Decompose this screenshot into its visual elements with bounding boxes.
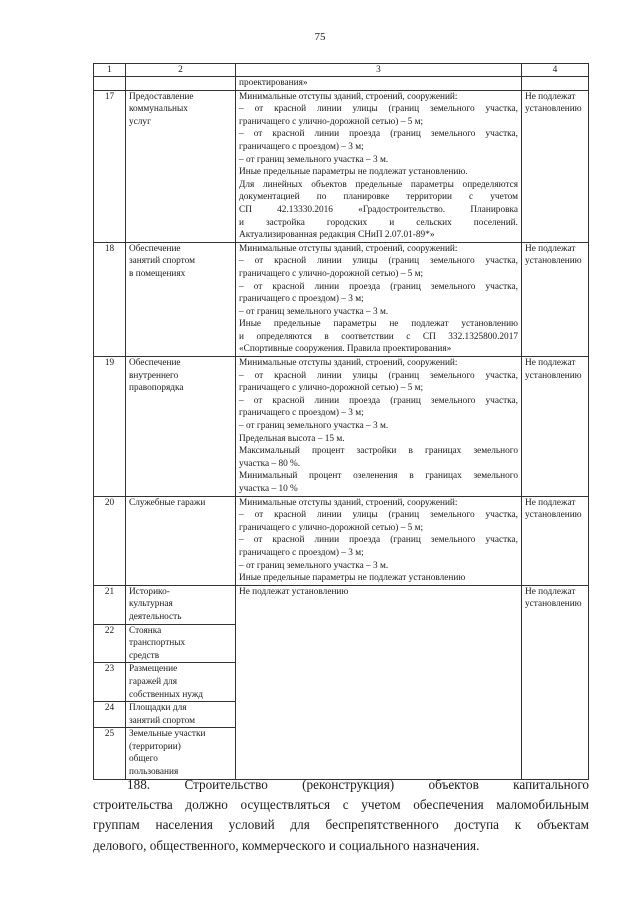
parameter-line: граничащего с улично-дорожной сетью) – 5 м; — [239, 268, 424, 279]
parameter-line: – от границ земельного участка – 3 м. — [239, 154, 389, 165]
header-cell: 2 — [126, 64, 236, 77]
header-cell: 1 — [94, 64, 126, 77]
land-use-name — [126, 702, 236, 728]
regulations-table — [93, 63, 589, 780]
parameter-line: Минимальные отступы зданий, строений, сооружений: — [239, 497, 458, 508]
parameter-line: Минимальные отступы зданий, строений, сооружений: — [239, 358, 458, 369]
name-line: занятий спортом — [129, 715, 195, 726]
parameters-cell — [236, 90, 522, 242]
parameter-line: – от красной линии улицы (границ земельного участка, — [239, 370, 518, 381]
parameter-line: участка – 10 % — [239, 484, 298, 494]
row-number: 20 — [94, 496, 126, 585]
paragraph-line: строительства должно осуществляться с учетом обеспечения маломобильным — [93, 797, 589, 813]
table-row — [94, 90, 589, 242]
note-line: Не подлежат — [525, 358, 576, 369]
parameter-line: Актуализированная редакция СНиП 2.07.01-89*» — [239, 230, 435, 241]
name-line: (территории) — [129, 741, 181, 752]
parameter-line: и определяются в соответствии с СП 332.1325800.2017 — [239, 331, 518, 342]
header-cell: 3 — [236, 64, 522, 77]
land-use-name — [126, 496, 236, 585]
name-line: в помещениях — [129, 268, 186, 279]
parameter-line: документацией по планировке территории с учетом — [239, 192, 518, 203]
page-number: 75 — [314, 31, 326, 43]
parameters-cell: Не подлежат установлению — [236, 585, 522, 779]
parameter-line: граничащего с проездом) – 3 м; — [239, 294, 364, 305]
name-line: Историко- — [129, 586, 170, 597]
name-line: Служебные гаражи — [129, 497, 206, 508]
parameter-line: Минимальные отступы зданий, строений, сооружений: — [239, 243, 458, 254]
table-header-row — [94, 64, 589, 77]
note-line: Не подлежат — [525, 497, 576, 508]
note-line: установлению — [525, 256, 582, 267]
name-line: транспортных — [129, 638, 186, 649]
parameter-line: – от красной линии проезда (границ земельного участка, — [239, 395, 518, 406]
name-line: Площадки для — [129, 703, 187, 714]
row-number: 24 — [94, 702, 126, 728]
parameter-line: – от красной линии улицы (границ земельного участка, — [239, 256, 518, 267]
table-row — [94, 585, 589, 624]
continuation-text: проектирования» — [236, 77, 522, 91]
parameter-line: Иные предельные параметры не подлежат установлению — [239, 573, 466, 584]
parameter-line: участка – 80 %. — [239, 458, 301, 469]
row-number: 19 — [94, 357, 126, 497]
name-line: Размещение — [129, 664, 178, 675]
parameter-line: Минимальные отступы зданий, строений, сооружений: — [239, 91, 458, 102]
continuation-row — [94, 77, 589, 91]
land-use-name — [126, 728, 236, 779]
parameter-line: – от границ земельного участка – 3 м. — [239, 306, 389, 317]
parameter-line: и застройка городских и сельских поселений. — [239, 217, 518, 228]
name-line: средств — [129, 650, 160, 661]
parameter-line: граничащего с проездом) – 3 м; — [239, 408, 364, 419]
parameter-line: – от красной линии проезда (границ земельного участка, — [239, 535, 518, 546]
parameter-line: граничащего с улично-дорожной сетью) – 5 м; — [239, 522, 424, 533]
row-number: 21 — [94, 585, 126, 624]
parameter-line: – от красной линии улицы (границ земельного участка, — [239, 510, 518, 521]
parameter-line: Для линейных объектов предельные параметры определяются — [239, 179, 518, 190]
parameter-line: Максимальный процент застройки в границах земельного — [239, 446, 518, 457]
name-line: Земельные участки — [129, 729, 206, 740]
note-cell — [522, 242, 589, 356]
header-cell: 4 — [522, 64, 589, 77]
parameter-line: – от красной линии улицы (границ земельного участка, — [239, 104, 518, 115]
row-number: 18 — [94, 242, 126, 356]
parameter-line: Иные предельные параметры не подлежат установлению. — [239, 167, 468, 178]
land-use-name — [126, 90, 236, 242]
name-line: пользования — [129, 767, 179, 778]
land-use-name — [126, 242, 236, 356]
note-cell — [522, 90, 589, 242]
parameter-line: Предельная высота – 15 м. — [239, 433, 345, 444]
parameter-line: – от границ земельного участка – 3 м. — [239, 560, 389, 571]
note-line: Не подлежат — [525, 91, 576, 102]
row-number: 17 — [94, 90, 126, 242]
name-line: услуг — [129, 116, 151, 127]
parameter-line: Минимальный процент озеленения в границах земельного — [239, 471, 518, 482]
name-line: занятий спортом — [129, 256, 195, 267]
name-line: общего — [129, 754, 158, 765]
name-line: Предоставление — [129, 91, 194, 102]
row-number: 25 — [94, 728, 126, 779]
note-line: установлению — [525, 104, 582, 115]
parameter-line: – от красной линии проезда (границ земельного участка, — [239, 281, 518, 292]
paragraph-line: 188. Строительство (реконструкция) объектов капитального — [127, 777, 589, 792]
parameter-line: – от границ земельного участка – 3 м. — [239, 421, 389, 432]
name-line: культурная — [129, 599, 173, 610]
note-cell — [522, 585, 589, 779]
name-line: коммунальных — [129, 104, 188, 115]
note-line: Не подлежат — [525, 586, 576, 597]
name-line: внутреннего — [129, 370, 179, 381]
paragraph-line: делового, общественного, коммерческого и социального назначения. — [93, 837, 480, 853]
parameters-cell — [236, 496, 522, 585]
paragraph-line: группам населения условий для беспрепятственного доступа к объектам — [93, 817, 589, 833]
parameter-line: граничащего с улично-дорожной сетью) – 5 м; — [239, 383, 424, 394]
parameter-line: граничащего с проездом) – 3 м; — [239, 547, 364, 558]
empty-cell — [522, 77, 589, 91]
parameters-cell — [236, 242, 522, 356]
parameters-cell — [236, 357, 522, 497]
name-line: собственных нужд — [129, 689, 203, 700]
row-number: 23 — [94, 663, 126, 702]
name-line: Обеспечение — [129, 358, 181, 369]
name-line: правопорядка — [129, 383, 184, 394]
table-row — [94, 496, 589, 585]
land-use-name — [126, 585, 236, 624]
name-line: гаражей для — [129, 676, 178, 687]
note-cell — [522, 496, 589, 585]
parameter-line: граничащего с проездом) – 3 м; — [239, 141, 364, 152]
parameter-line: Иные предельные параметры не подлежат установлению — [239, 319, 518, 330]
note-cell — [522, 357, 589, 497]
empty-cell — [94, 77, 126, 91]
paragraph-188 — [93, 775, 589, 856]
name-line: Обеспечение — [129, 243, 181, 254]
note-line: установлению — [525, 510, 582, 521]
land-use-name — [126, 663, 236, 702]
parameter-line: граничащего с улично-дорожной сетью) – 5 м; — [239, 116, 424, 127]
note-line: установлению — [525, 599, 582, 610]
table-row — [94, 357, 589, 497]
empty-cell — [126, 77, 236, 91]
parameter-line: «Спортивные сооружения. Правила проектирования» — [239, 344, 452, 355]
note-line: установлению — [525, 370, 582, 381]
land-use-name — [126, 357, 236, 497]
note-line: Не подлежат — [525, 243, 576, 254]
table-row — [94, 242, 589, 356]
row-number: 22 — [94, 624, 126, 663]
parameter-line: СП 42.13330.2016 «Градостроительство. Планировка — [239, 204, 518, 215]
parameter-line: – от красной линии проезда (границ земельного участка, — [239, 129, 518, 140]
name-line: деятельность — [129, 611, 182, 622]
name-line: Стоянка — [129, 625, 162, 636]
land-use-name — [126, 624, 236, 663]
